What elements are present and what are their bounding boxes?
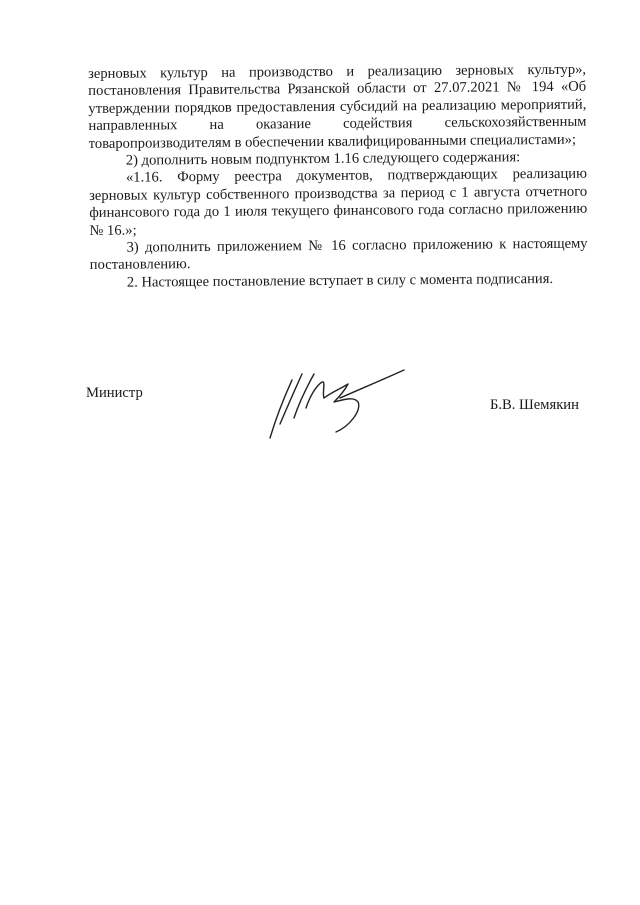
paragraph-section-2: 2. Настоящее постановление вступает в силу с момента подписания. <box>126 270 554 291</box>
document-body <box>88 62 588 293</box>
handwritten-signature <box>262 366 408 442</box>
signatory-title: Министр <box>86 385 143 401</box>
signatory-name: Б.В. Шемякин <box>490 397 579 413</box>
paragraph-continuation: зерновых культур на производство и реализацию зерновых культур», постановления Правительства Рязанской области от 27.07.2021 № 194 «Об утверждении порядков предоставления субсидий на реализацию мероприятий, направленных на оказание содействия сельскохозяйственным товаропроизводителям в обеспечении квалифицированными специалистами»; <box>88 61 587 152</box>
paragraph-item-2: 2) дополнить новым подпунктом 1.16 следующего содержания: <box>125 149 521 169</box>
paragraph-item-3: 3) дополнить приложением № 16 согласно приложению к настоящему постановлению. <box>89 235 588 274</box>
paragraph-quote-1-16: «1.16. Форму реестра документов, подтверждающих реализацию зерновых культур собственного производства за период с 1 августа отчетного финансового года до 1 июля текущего финансового года согласно приложению № 16.»; <box>89 166 588 239</box>
